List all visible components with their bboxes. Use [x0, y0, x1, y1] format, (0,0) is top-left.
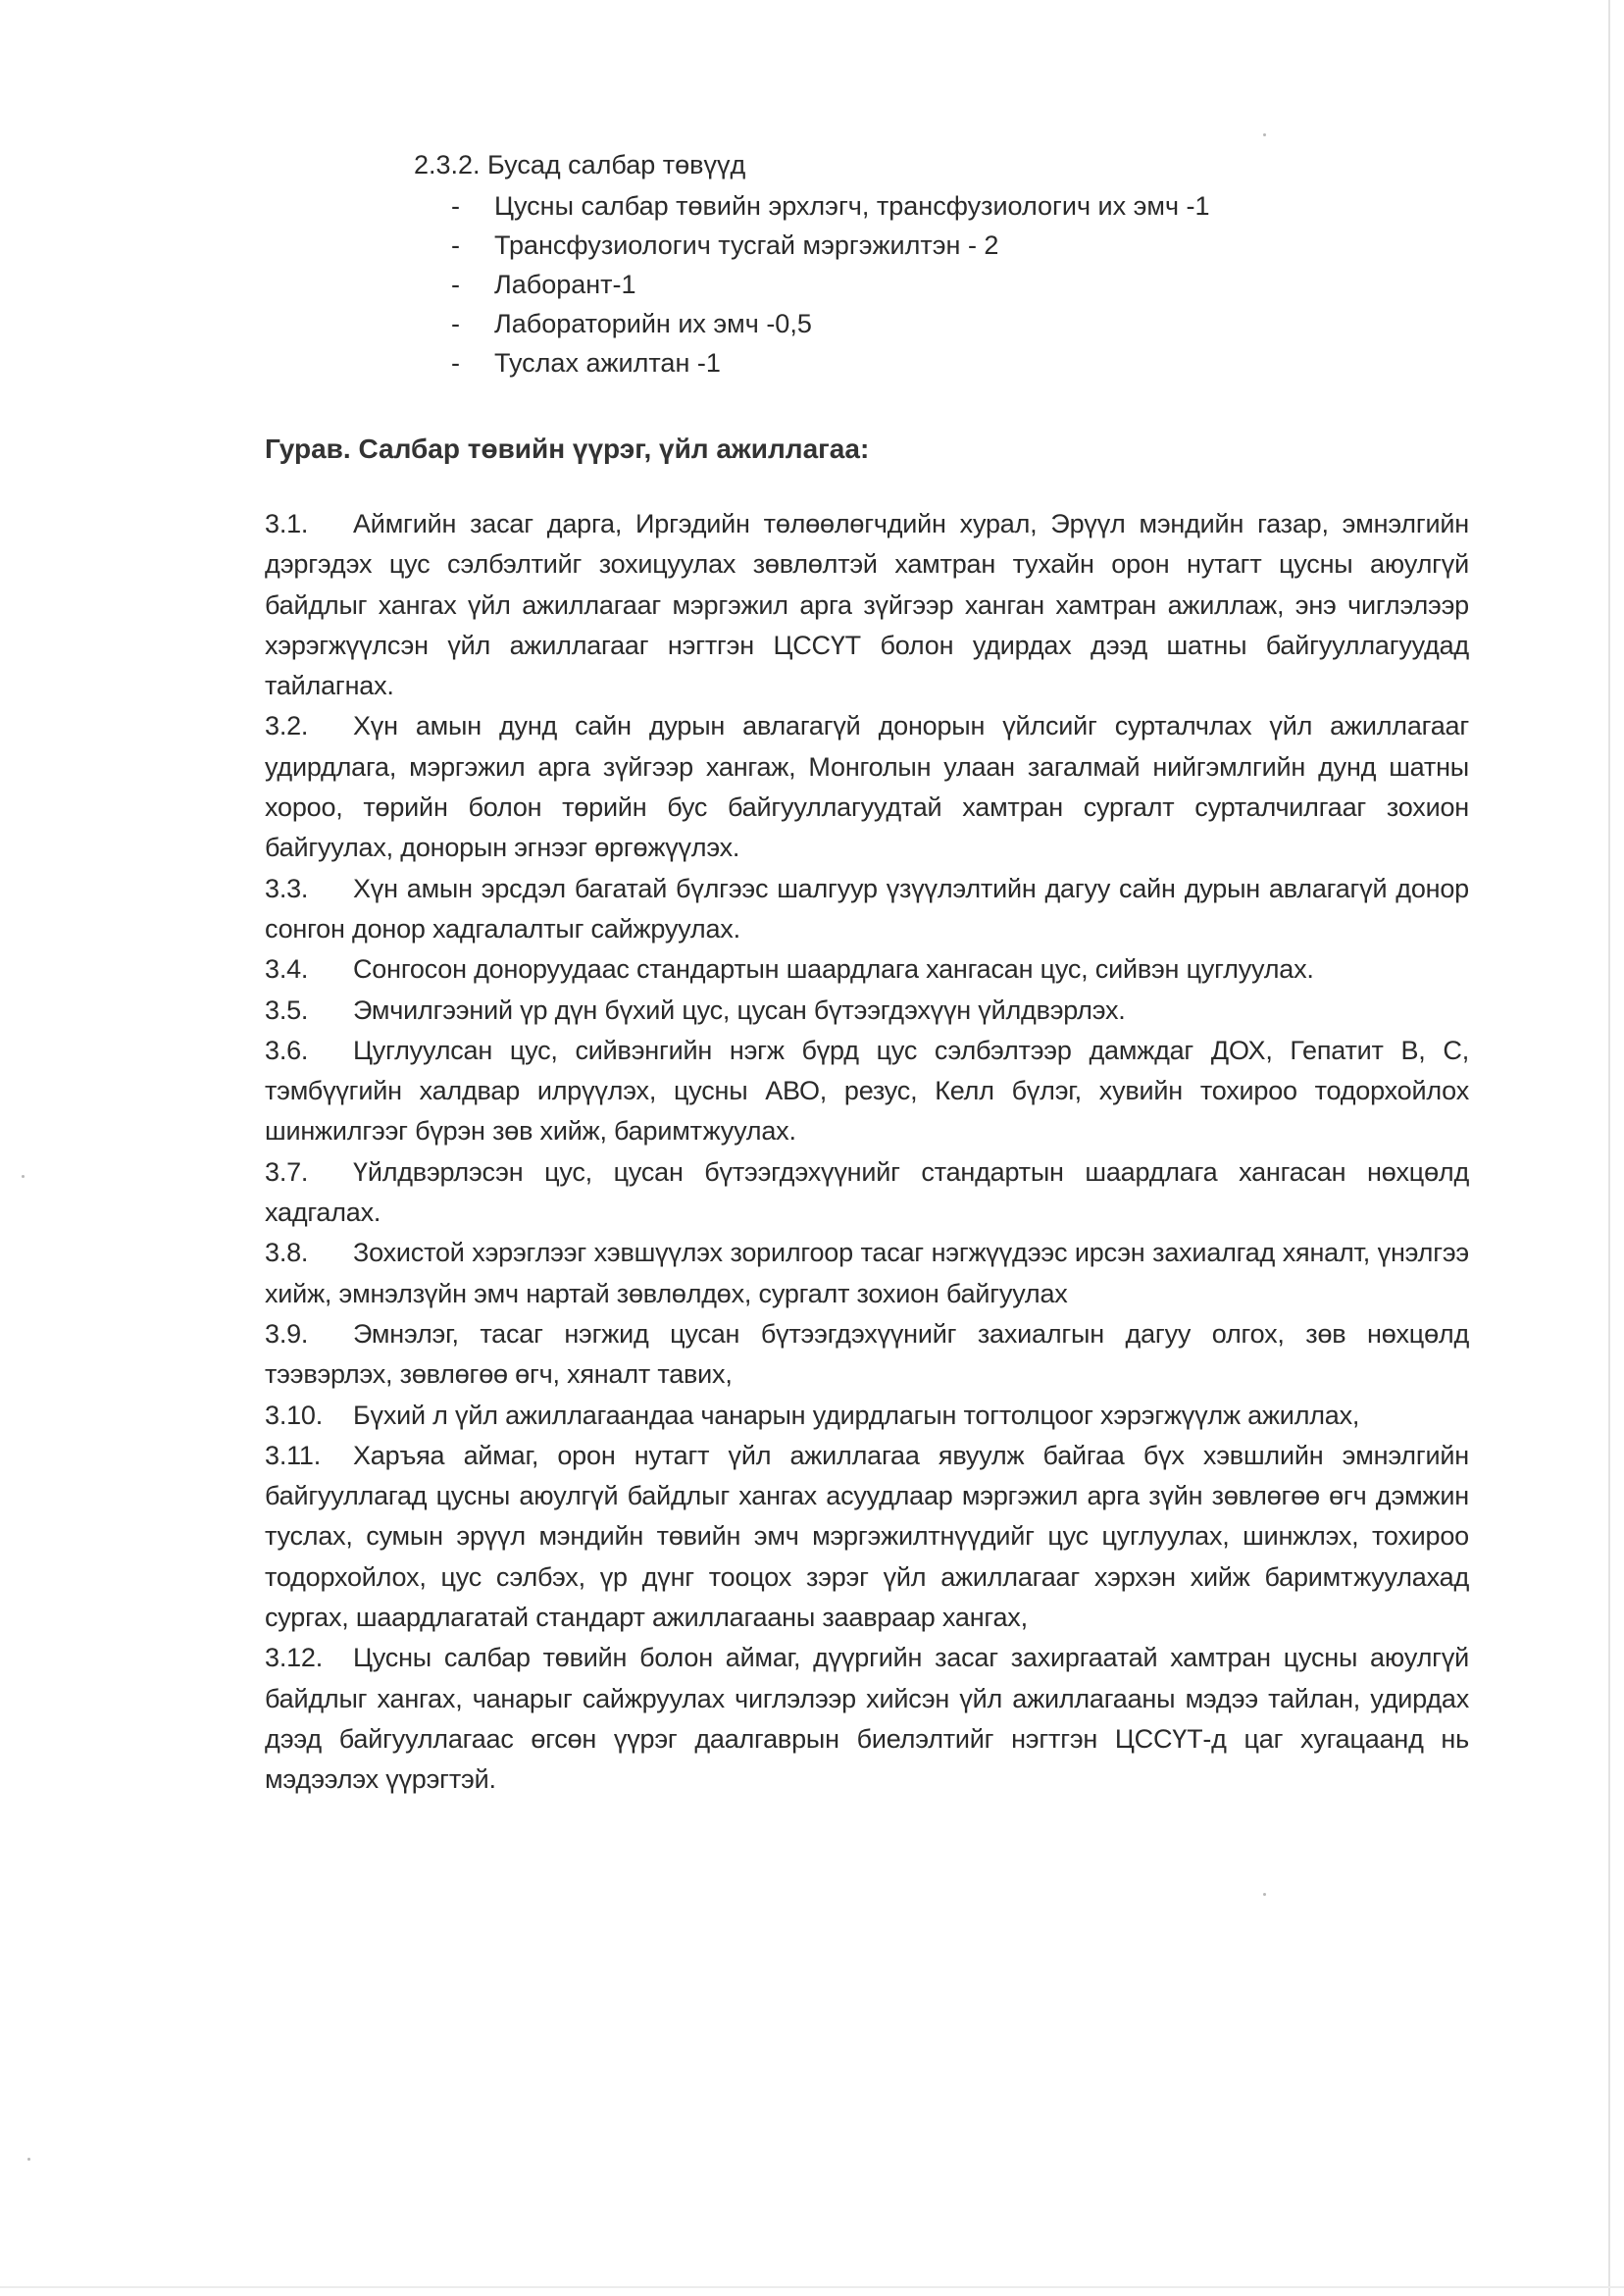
clause-item: [265, 1152, 1469, 1234]
clause-text: Бүхий л үйл ажиллагаандаа чанарын удирдлагын тогтолцоог хэрэгжүүлж ажиллах,: [353, 1400, 1360, 1430]
clause-item: [265, 991, 1469, 1031]
clause-item: [265, 1031, 1469, 1152]
clause-text: Харъяа аймаг, орон нутагт үйл ажиллагаа явуулж байгаа бүх хэвшлийн эмнэлгийн байгууллагад цусны аюулгүй байдлыг хангах асуудлаар мэргэжил арга зүйн зөвлөгөө өгч дэмжин туслах, сумын эрүүл мэндийн төвийн эмч мэргэжилтнүүдийг цус цуглуулах, шинжлэх, тохироо тодорхойлох, цус сэлбэх, үр дүнг тооцох зэрэг үйл ажиллагааг хэрхэн хийж баримтжуулахад сургах, шаардлагатай стандарт ажиллагааны зааврааp хангах,: [265, 1440, 1469, 1633]
chapter-title: Гурав. Салбар төвийн үүрэг, үйл ажиллагаа:: [265, 434, 870, 464]
list-dash: -: [451, 348, 460, 378]
clause-number: 3.1.: [265, 509, 309, 538]
list-dash: -: [451, 191, 460, 221]
staff-item-text: Туслах ажилтан -1: [494, 348, 721, 378]
staff-item: [451, 343, 1210, 383]
clause-list: [265, 504, 1469, 1801]
section-heading: 2.3.2. Бусад салбар төвүүд: [414, 150, 746, 179]
list-dash: -: [451, 270, 460, 299]
staff-item-text: Лабораторийн их эмч -0,5: [494, 309, 812, 338]
clause-text: Цуглуулсан цус, сийвэнгийн нэгж бүрд цус сэлбэлтээр дамждаг ДОХ, Гепатит В, С, тэмбүүгийн халдвар илрүүлэх, цусны АВО, резус, Келл бүлэг, хувийн тохироо тодорхойлох шинжилгээг бүрэн зөв хийж, баримтжуулах.: [265, 1035, 1469, 1147]
clause-text: Эмчилгээний үр дүн бүхий цус, цусан бүтээгдэхүүн үйлдвэрлэх.: [353, 995, 1126, 1025]
scan-speck: [27, 2158, 30, 2161]
clause-number: 3.5.: [265, 995, 309, 1025]
clause-text: Аймгийн засаг дарга, Иргэдийн төлөөлөгчдийн хурал, Эрүүл мэндийн газар, эмнэлгийн дэргэдэх цус сэлбэлтийг зохицуулах зөвлөлтэй хамтран тухайн орон нутагт цусны аюулгүй байдлыг хангах үйл ажиллагааг мэргэжил арга зүйгээр ханган хамтран ажиллаж, энэ чиглэлээр хэрэгжүүлсэн үйл ажиллагааг нэгтгэн ЦССҮТ болон удирдах дээд шатны байгууллагуудад тайлагнах.: [265, 509, 1469, 701]
clause-number: 3.12.: [265, 1643, 324, 1673]
staff-item: [451, 304, 1210, 343]
scan-speck: [22, 1175, 25, 1178]
clause-number: 3.7.: [265, 1156, 309, 1187]
list-dash: -: [451, 309, 460, 338]
clause-number: 3.9.: [265, 1318, 309, 1349]
clause-text: Эмнэлэг, тасаг нэгжид цусан бүтээгдэхүүнийг захиалгын дагуу олгох, зөв нөхцөлд тээвэрлэх, зөвлөгөө өгч, хяналт тавих,: [265, 1318, 1469, 1390]
clause-item: [265, 949, 1469, 990]
clause-text: Цусны салбар төвийн болон аймаг, дүүргийн засаг захиргаатай хамтран цусны аюулгүй байдлыг хангах, чанарыг сайжруулах чиглэлээр хийсэн үйл ажиллагааны мэдээ тайлан, удирдах дээд байгууллагаас өгсөн үүрэг даалгаврын биелэлтийг нэгтгэн ЦССҮТ-д цаг хугацаанд нь мэдээлэх үүрэгтэй.: [265, 1643, 1469, 1795]
clause-number: 3.10.: [265, 1400, 324, 1430]
staff-item: [451, 265, 1210, 304]
clause-number: 3.6.: [265, 1035, 309, 1065]
page-edge-shadow: [1608, 0, 1610, 2296]
clause-text: Үйлдвэрлэсэн цус, цусан бүтээгдэхүүнийг стандартын шаардлага хангасан нөхцөлд хадгалах.: [265, 1156, 1469, 1228]
clause-text: Зохистой хэрэглээг хэвшүүлэх зорилгоор тасаг нэгжүүдээс ирсэн захиалгад хяналт, үнэлгээ хийж, эмнэлзүйн эмч нартай зөвлөлдөх, сургалт зохион байгуулах: [265, 1238, 1469, 1308]
scan-speck: [1263, 133, 1266, 136]
clause-item: [265, 1638, 1469, 1800]
clause-item: [265, 706, 1469, 868]
clause-text: Хүн амын эрсдэл багатай бүлгээс шалгуур үзүүлэлтийн дагуу сайн дурын авлагагүй донор сонгон донор хадгалалтыг сайжруулах.: [265, 873, 1469, 944]
clause-item: [265, 1233, 1469, 1314]
clause-item: [265, 1314, 1469, 1396]
scan-speck: [1263, 1893, 1266, 1896]
clause-number: 3.3.: [265, 873, 309, 903]
clause-text: Сонгосон доноруудаас стандартын шаардлага хангасан цус, сийвэн цуглуулах.: [353, 954, 1314, 985]
clause-number: 3.11.: [265, 1440, 322, 1470]
clause-item: [265, 1436, 1469, 1638]
clause-number: 3.4.: [265, 954, 309, 985]
clause-item: [265, 1396, 1469, 1436]
clause-number: 3.8.: [265, 1238, 309, 1268]
clause-item: [265, 869, 1469, 950]
staff-item: [451, 226, 1210, 265]
staff-item-text: Трансфузиологич тусгай мэргэжилтэн - 2: [494, 230, 999, 260]
staff-item-text: Цусны салбар төвийн эрхлэгч, трансфузиологич их эмч -1: [494, 191, 1210, 221]
staff-item: [451, 186, 1210, 226]
list-dash: -: [451, 230, 460, 260]
clause-number: 3.2.: [265, 711, 309, 741]
staff-item-text: Лаборант-1: [494, 270, 636, 299]
staff-list: [451, 186, 1210, 383]
clause-text: Хүн амын дунд сайн дурын авлагагүй донорын үйлсийг сурталчлах үйл ажиллагааг удирдлага, мэргэжил арга зүйгээр хангаж, Монголын улаан загалмай нийгэмлгийн дунд шатны хороо, төрийн болон төрийн бус байгууллагуудтай хамтран сургалт сурталчилгааг зохион байгуулах, донорын эгнээг өргөжүүлэх.: [265, 711, 1469, 863]
clause-item: [265, 504, 1469, 706]
page-edge-shadow-bottom: [0, 2286, 1624, 2288]
